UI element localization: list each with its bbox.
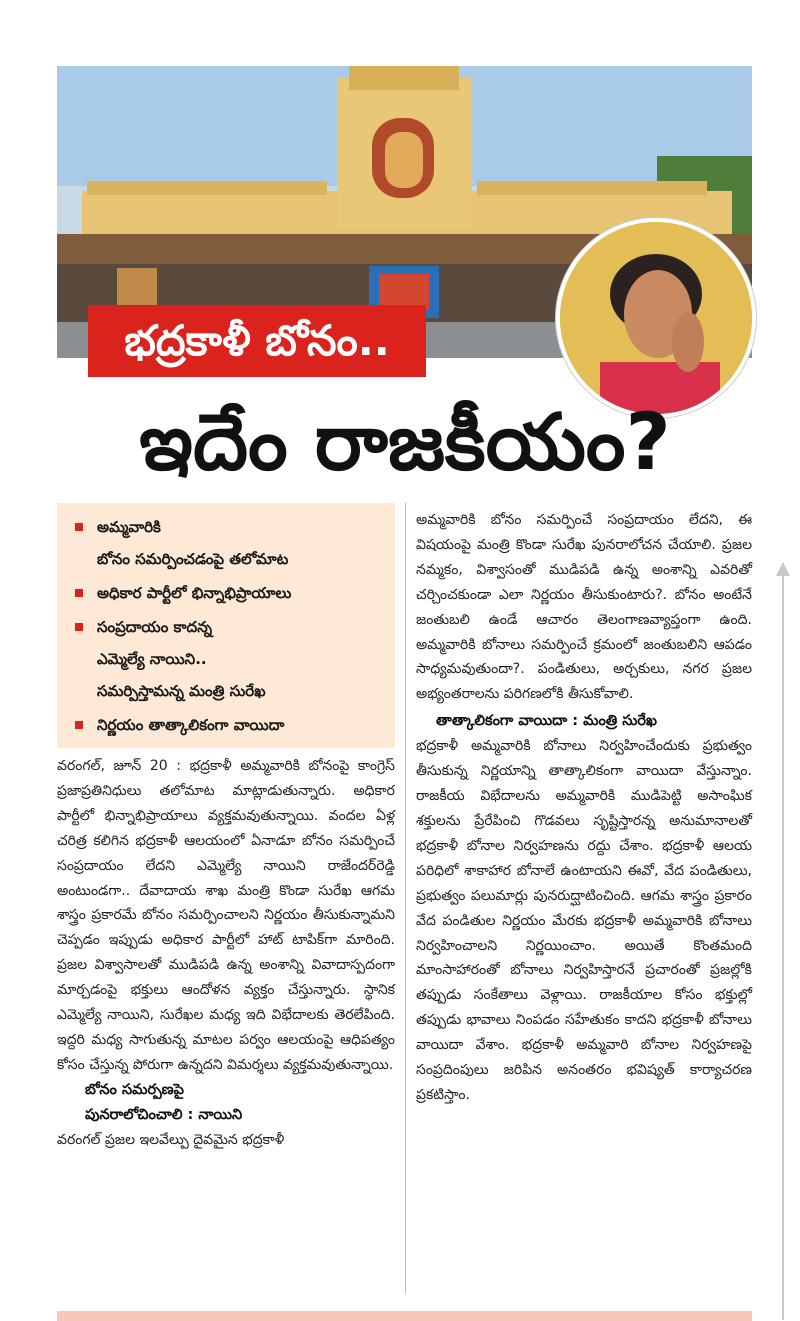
article-paragraph: వరంగల్, జూన్ 20 : భద్రకాళీ అమ్మవారికి బోనంపై కాంగ్రెస్ ప్రజాప్రతినిధులు తలోమాట మాట్లాడుతున్నారు. అధికార పార్టీలో భిన్నాభిప్రాయాలు వ్యక్తమవుతున్నాయి. వందల ఏళ్ల చరిత్ర కలిగిన భద్రకాళీ ఆలయంలో ఏనాడూ బోనం సమర్పించే సంప్రదాయం లేదని ఎమ్మెల్యే నాయిని రాజేందర్‌రెడ్డి అంటుండగా.. దేవాదాయ శాఖ మంత్రి కొండా సురేఖ ఆగమ శాస్త్రం ప్రకారమే బోనం సమర్పించాలని నిర్ణయం తీసుకున్నామని చెప్పడం ఇప్పుడు అధికార పార్టీలో హాట్ టాపిక్‌గా మారింది. ప్రజల విశ్వాసాలతో ముడిపడి ఉన్న అంశాన్ని వివాదాస్పదంగా మార్చడంపై భక్తులు ఆందోళన వ్యక్తం చేస్తున్నారు. స్థానిక ఎమ్మెల్యే నాయిని, సురేఖల మధ్య ఇది విభేదాలకు తెరలేపింది. ఇద్దరి మధ్య సాగుతున్న మాటల పర్వం ఆలయంపై ఆధిపత్యం కోసం చేస్తున్న పోరుగా ఉన్నదని విమర్శలు వ్యక్తమవుతున్నాయి. — [57, 758, 395, 1073]
article-column-left — [57, 754, 395, 1153]
subheading: పునరాలోచించాలి : నాయిని — [85, 1106, 243, 1123]
scroll-arrow-icon — [773, 560, 793, 1320]
column-divider — [405, 503, 406, 1293]
article-column-right — [416, 508, 752, 1108]
highlights-box: అమ్మవారికి బోనం సమర్పించడంపై తలోమాట అధికార పార్టీలో భిన్నాభిప్రాయాలు సంప్రదాయం కాదన్న ఎమ్మెల్యే నాయిని.. సమర్పిస్తామన్న మంత్రి సురేఖ నిర్ణయం తాత్కాలికంగా వాయిదా — [57, 503, 395, 748]
bullet-icon — [75, 721, 83, 729]
portrait-illustration — [560, 222, 752, 414]
subheading: తాత్కాలికంగా వాయిదా : మంత్రి సురేఖ — [436, 713, 657, 730]
bullet-icon — [75, 523, 83, 531]
article-paragraph: వరంగల్ ప్రజల ఇలవేల్పు దైవమైన భద్రకాళీ — [57, 1131, 285, 1148]
bottom-bar — [57, 1311, 752, 1321]
article-paragraph: భద్రకాళీ అమ్మవారికి బోనాలు నిర్వహించేందుకు ప్రభుత్వం తీసుకున్న నిర్ణయాన్ని తాత్కాలికంగా వాయిదా వేస్తున్నాం. రాజకీయ విభేదాలను అమ్మవారికి ముడిపెట్టి అసాంఘిక శక్తులను ప్రేరేపించి గొడవలు సృష్టిస్తారన్న అనుమానాలతో భద్రకాళీ బోనాల నిర్వహణను రద్దు చేశాం. భద్రకాళీ ఆలయ పరిధిలో శాకాహార బోనాలే ఉంటాయని ఈవో, వేద పండితులు, ప్రభుత్వం పలుమార్లు పునరుద్ఘాటించింది. ఆగమ శాస్త్రం ప్రకారం వేద పండితుల నిర్ణయం మేరకు భద్రకాళీ అమ్మవారికి బోనాలు నిర్వహించాలని నిర్ణయించాం. అయితే కొంతమంది మాంసాహారంతో బోనాలు నిర్వహిస్తారనే ప్రచారంతో ప్రజల్లోకి తప్పుడు సంకేతాలు వెళ్లాయి. రాజకీయాల కోసం భక్తుల్లో తప్పుడు భావాలు నింపడం సహేతుకం కాదని భద్రకాళీ బోనాలు వాయిదా వేశాం. భద్రకాళీ అమ్మవారి బోనాల నిర్వహణపై సంప్రదింపులు జరిపిన అనంతరం భవిష్యత్ కార్యాచరణ ప్రకటిస్తాం. — [416, 738, 753, 1103]
kicker-banner: భద్రకాళీ బోనం.. — [88, 305, 426, 377]
subheading: బోనం సమర్పణపై — [85, 1081, 184, 1098]
bullet-icon — [75, 623, 83, 631]
article-paragraph: అమ్మవారికి బోనం సమర్పించే సంప్రదాయం లేదని, ఈ విషయంపై మంత్రి కొండా సురేఖ పునరాలోచన చేయాలి. ప్రజల నమ్మకం, విశ్వాసంతో ముడిపడి ఉన్న అంశాన్ని ఎవరితో చర్చించకుండా ఎలా నిర్ణయం తీసుకుంటారు?. బోనం అంటేనే జంతుబలి ఉండే ఆచారం తెలంగాణవ్యాప్తంగా ఉంది. అమ్మవారికి బోనాలు సమర్పించే క్రమంలో జంతుబలిని ఆపడం సాధ్యమవుతుందా?. పండితులు, అర్చకులు, నగర ప్రజల అభ్యంతరాలను పరిగణలోకి తీసుకోవాలి. — [416, 512, 752, 703]
bullet-icon — [75, 589, 83, 597]
headline: ఇదేం రాజకీయం? — [139, 398, 671, 488]
